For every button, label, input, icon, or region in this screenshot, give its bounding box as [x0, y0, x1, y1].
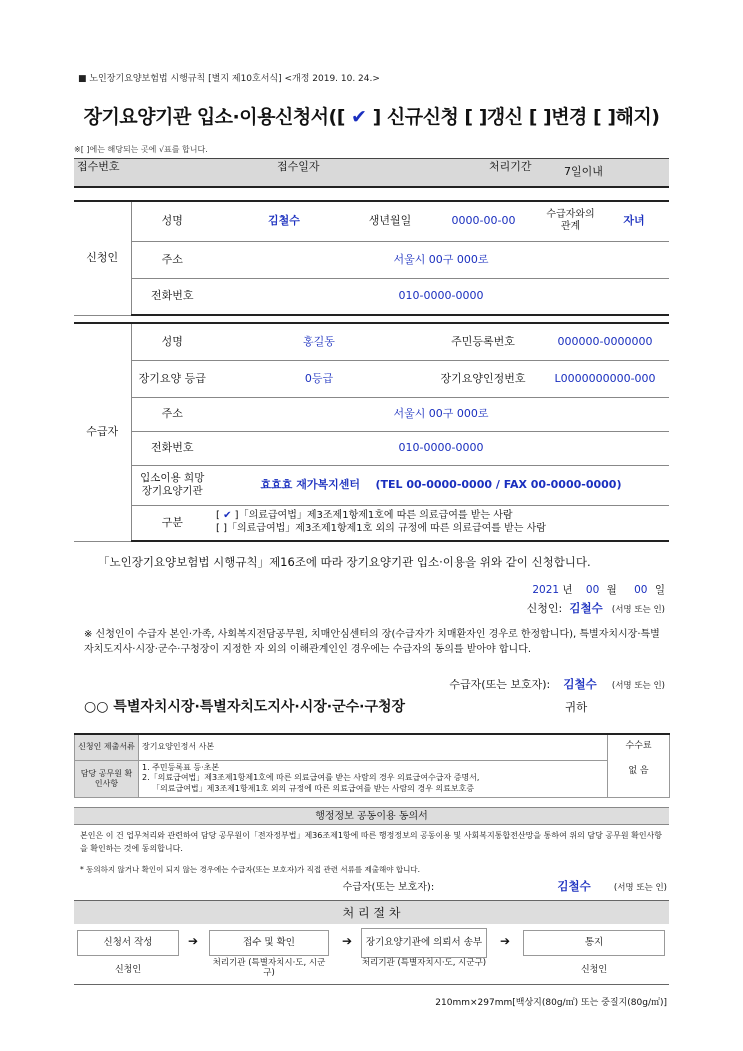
recipient-name-value[interactable]: 홍길동: [213, 323, 425, 360]
admin-share-sign-hint: (서명 또는 인): [613, 883, 667, 893]
new-application-checkmark[interactable]: ✔: [351, 106, 367, 128]
processing-period-value: 7일이내: [561, 159, 669, 187]
consent-note: ※ 신청인이 수급자 본인·가족, 사회복지전담공무원, 치매안심센터의 장(수급자가 치매환자인 경우로 한정합니다), 특별자치시장·특별자치도지사·시장·군수·구청장이 지정한 자 외의 이해관계인인 경우에는 수급자의 동의를 받아야 합니다.: [84, 629, 660, 655]
recipient-cert-label: 장기요양인정번호: [425, 360, 541, 397]
procedure-title: 처 리 절 차: [74, 900, 669, 924]
applicant-birth-label: 생년월일: [355, 201, 425, 241]
applicant-name-label: 성명: [131, 201, 213, 241]
paper-spec: 210mm×297mm[백상지(80g/㎡) 또는 중질지(80g/㎡)]: [435, 998, 667, 1008]
applicant-address-value[interactable]: 서울시 00구 000로: [213, 241, 669, 278]
applicant-signature-name[interactable]: 김철수: [569, 601, 603, 615]
declaration-date: [532, 582, 665, 597]
official-check-item-1: 1. 주민등록표 등·초본: [142, 762, 220, 772]
facility-contact: (TEL 00-0000-0000 / FAX 00-0000-0000): [375, 478, 622, 492]
recipient-grade-value[interactable]: 0등급: [213, 360, 425, 397]
date-day[interactable]: 00: [634, 584, 648, 596]
guardian-signature: [449, 676, 665, 692]
applicant-relation-label: 수급자와의 관계: [542, 201, 599, 241]
authority-name: ○○ 특별자치시장·특별자치도지사·시장·군수·구청장: [84, 699, 406, 715]
date-year-unit: 년: [562, 584, 573, 596]
authority-suffix: 귀하: [565, 700, 588, 714]
admin-share-text: 본인은 이 건 업무처리와 관련하여 담당 공무원이「전자정부법」제36조제1항에 따른 행정정보의 공동이용 및 사회복지통합전산망을 통하여 위의 담당 공무원 확인사항을 확인하는 것에 동의합니다.: [80, 831, 662, 853]
official-check-item-2: 2.「의료급여법」제3조제1항제1호에 따른 의료급여를 받는 사람의 경우 의료급여수급자 증명서,: [142, 773, 480, 783]
fee-cell: [608, 734, 670, 797]
applicant-name-value[interactable]: 김철수: [213, 201, 355, 241]
receipt-number-label: 접수번호: [74, 159, 274, 187]
recipient-facility-label: 입소이용 희망 장기요양기관: [131, 465, 213, 505]
recipient-phone-value[interactable]: 010-0000-0000: [213, 431, 669, 465]
applicant-relation-value[interactable]: 자녀: [599, 201, 669, 241]
type-option-1[interactable]: [ ✔ ]「의료급여법」제3조제1항제1호에 따른 의료급여를 받는 사람: [216, 510, 513, 522]
step-3-box: 장기요양기관에 의뢰서 송부: [361, 928, 487, 958]
applicant-signature: [527, 600, 665, 616]
type-option-2-checkbox[interactable]: [ ]: [216, 522, 227, 534]
recipient-type-label: 구분: [131, 505, 213, 541]
declaration-text: 「노인장기요양보험법 시행규칙」제16조에 따라 장기요양기관 입소·이용을 위와 같이 신청합니다.: [98, 555, 591, 569]
facility-name: 효효효 재가복지센터: [260, 478, 360, 492]
documents-table: [74, 733, 670, 798]
step-4-actor: 신청인: [580, 965, 608, 975]
type-option-2[interactable]: [216, 523, 666, 536]
receipt-date-label: 접수일자: [274, 159, 486, 187]
official-check-value: [139, 760, 608, 797]
official-check-item-3: 「의료급여법」제3조제1항제1호 외의 규정에 따른 의료급여를 받는 사람의 경우 의료보호증: [152, 784, 475, 794]
applicant-address-label: 주소: [131, 241, 213, 278]
step-3-actor: 처리기관 (특별자치시·도, 시군구): [361, 958, 487, 968]
recipient-phone-label: 전화번호: [131, 431, 213, 465]
step-arrow-2: ➔: [342, 934, 353, 948]
submit-docs-label: 신청인 제출서류: [75, 734, 139, 760]
recipient-address-label: 주소: [131, 397, 213, 431]
guardian-signature-name[interactable]: 김철수: [563, 677, 597, 691]
applicant-section-label: 신청인: [74, 201, 131, 315]
fee-value: 없 음: [628, 766, 649, 777]
applicant-phone-value[interactable]: 010-0000-0000: [213, 278, 669, 315]
recipient-section: [74, 322, 669, 542]
date-day-unit: 일: [654, 584, 665, 596]
title-suffix: ] 신규신청 [ ]갱신 [ ]변경 [ ]해지): [372, 106, 660, 128]
fee-label: 수수료: [625, 741, 652, 751]
applicant-section: [74, 200, 669, 316]
recipient-cert-value[interactable]: L0000000000-000: [541, 360, 669, 397]
applicant-signature-label: 신청인:: [526, 602, 563, 615]
processing-period-label: 처리기간: [486, 159, 561, 187]
admin-share-title: 행정정보 공동이용 동의서: [74, 807, 669, 825]
applicant-sign-hint: (서명 또는 인): [611, 605, 665, 615]
type-option-1-text: ]「의료급여법」제3조제1항제1호에 따른 의료급여를 받는 사람: [234, 510, 513, 522]
applicant-phone-label: 전화번호: [131, 278, 213, 315]
check-note: ※[ ]에는 해당되는 곳에 √표를 합니다.: [74, 145, 208, 154]
admin-share-guardian-name[interactable]: 김철수: [557, 879, 591, 893]
form-reference: ■ 노인장기요양보험법 시행규칙 [별지 제10호서식] <개정 2019. 10. 24.>: [78, 74, 380, 84]
type-option-1-checkmark[interactable]: ✔: [223, 510, 232, 522]
guardian-signature-label: 수급자(또는 보호자):: [449, 678, 551, 691]
title-prefix: 장기요양기관 입소·이용신청서([: [83, 106, 345, 128]
step-arrow-1: ➔: [188, 934, 199, 948]
type-option-2-text: 「의료급여법」제3조제1항제1호 외의 규정에 따른 의료급여를 받는 사람: [226, 522, 546, 534]
recipient-address-value[interactable]: 서울시 00구 000로: [213, 397, 669, 431]
step-arrow-3: ➔: [500, 934, 511, 948]
admin-share-note: * 동의하지 않거나 확인이 되지 않는 경우에는 수급자(또는 보호자)가 직접 관련 서류를 제출해야 합니다.: [80, 865, 421, 874]
step-2-actor: 처리기관 (특별자치시·도, 시군구): [212, 958, 326, 979]
recipient-type-options: [213, 505, 669, 541]
submit-docs-value: 장기요양인정서 사본: [139, 734, 608, 760]
recipient-grade-label: 장기요양 등급: [131, 360, 213, 397]
procedure-bottom-rule: [74, 984, 669, 985]
step-2-box: 접수 및 확인: [209, 930, 329, 956]
recipient-name-label: 성명: [131, 323, 213, 360]
recipient-rrn-value[interactable]: 000000-0000000: [541, 323, 669, 360]
guardian-sign-hint: (서명 또는 인): [611, 681, 665, 691]
date-month[interactable]: 00: [585, 584, 600, 596]
recipient-section-label: 수급자: [74, 323, 131, 541]
date-year[interactable]: 2021: [532, 584, 560, 596]
step-4-box: 통지: [523, 930, 665, 956]
recipient-rrn-label: 주민등록번호: [425, 323, 541, 360]
official-check-label: 담당 공무원 확인사항: [75, 760, 139, 797]
admin-share-signature: [343, 878, 667, 894]
applicant-birth-value[interactable]: 0000-00-00: [425, 201, 542, 241]
form-title: [0, 102, 743, 129]
date-month-unit: 월: [606, 584, 617, 596]
admin-share-guardian-label: 수급자(또는 보호자):: [342, 882, 435, 893]
step-1-actor: 신청인: [114, 965, 142, 975]
recipient-facility-value[interactable]: [213, 465, 669, 505]
step-1-box: 신청서 작성: [77, 930, 179, 956]
receipt-table: [74, 158, 669, 188]
